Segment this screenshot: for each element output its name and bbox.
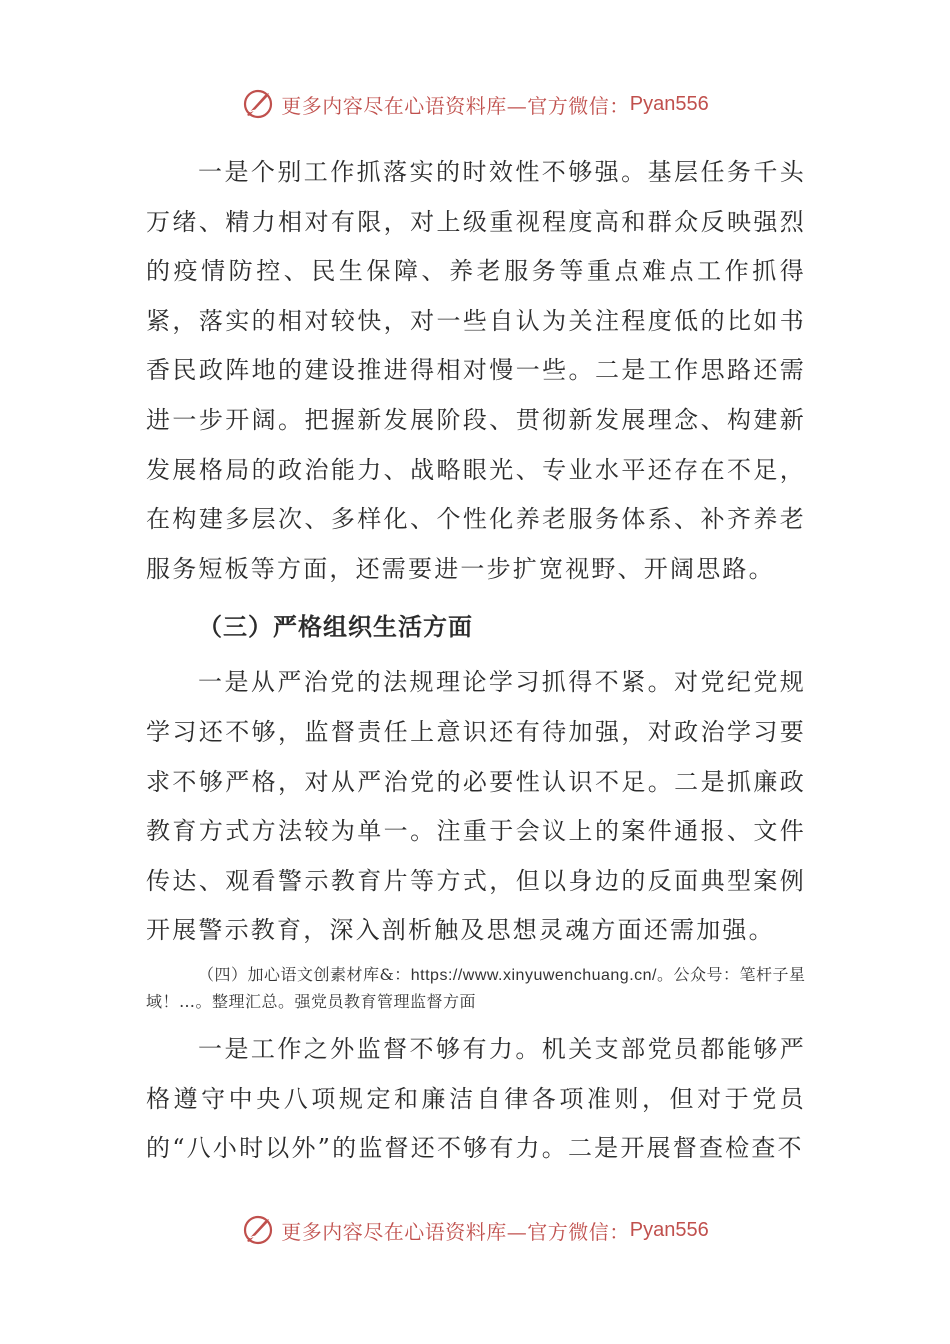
paragraph-strict-governance: 一是从严治党的法规理论学习抓得不紧。对党纪党规学习还不够，监督责任上意识还有待加强，对政治学习要求不够严格，对从严治党的必要性认识不足。二是抓廉政教育方式方法较为单一。注重于会议上的案件通报、文件传达、观看警示教育片等方式，但以身边的反面典型案例开展警示教育，深入剖析触及思想灵魂方面还需加强。	[146, 668, 806, 945]
banner-wechat-handle: Pyan556	[629, 92, 709, 115]
document-body	[146, 148, 806, 1174]
banner-text: 更多内容尽在心语资料库—官方微信：	[281, 1219, 630, 1244]
note-url: https://www.xinyuwenchuang.cn/	[410, 966, 657, 984]
watermark-note	[146, 962, 806, 1015]
note-prefix: （四）加心语文创素材库&：	[198, 964, 411, 984]
paragraph-timeliness: 一是个别工作抓落实的时效性不够强。基层任务千头万绪、精力相对有限，对上级重视程度高和群众反映强烈的疫情防控、民生保障、养老服务等重点难点工作抓得紧，落实的相对较快，对一些自认为关注程度低的比如书香民政阵地的建设推进得相对慢一些。二是工作思路还需进一步开阔。把握新发展阶段、贯彻新发展理念、构建新发展格局的政治能力、战略眼光、专业水平还存在不足，在构建多层次、多样化、个性化养老服务体系、补齐养老服务短板等方面，还需要进一步扩宽视野、开阔思路。	[146, 158, 806, 583]
banner-wechat-handle: Pyan556	[629, 1218, 709, 1241]
quill-pen-icon	[241, 1213, 275, 1247]
header-watermark-banner	[0, 84, 950, 124]
footer-watermark-banner	[0, 1210, 950, 1250]
quill-pen-icon	[241, 87, 275, 121]
paragraph-supervision: 一是工作之外监督不够有力。机关支部党员都能够严格遵守中央八项规定和廉洁自律各项准则，但对于党员的“八小时以外”的监督还不够有力。二是开展督查检查不	[146, 1034, 806, 1163]
section-heading-organization-life: （三）严格组织生活方面	[198, 613, 473, 642]
banner-text: 更多内容尽在心语资料库—官方微信：	[281, 93, 630, 118]
note-suffix: 。公众号：笔杆子星域！…。整理汇总。强党员教育管理监督方面	[146, 964, 806, 1011]
